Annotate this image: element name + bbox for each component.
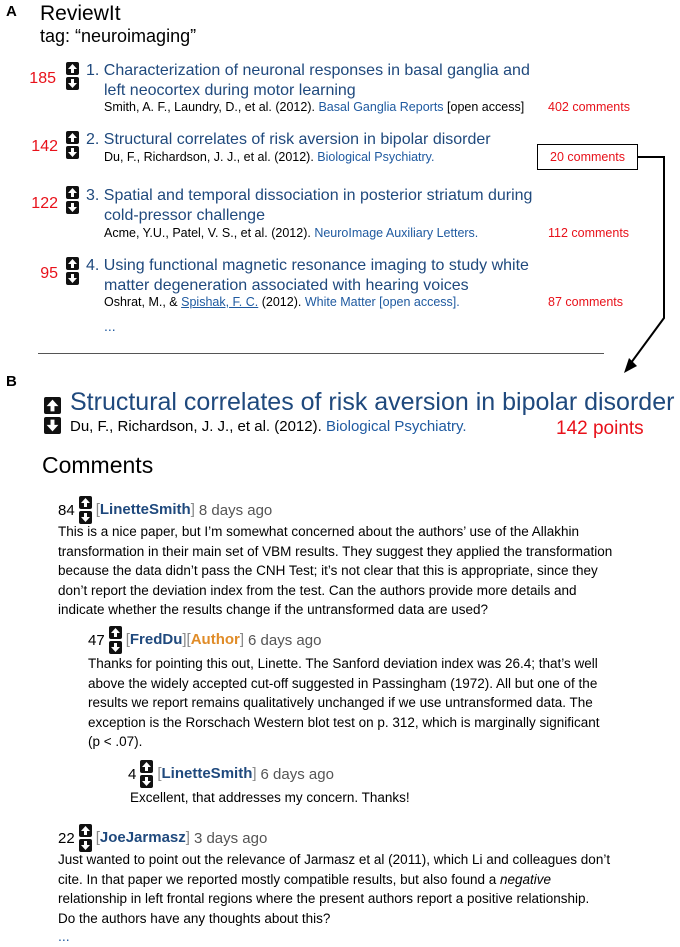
comment-line: Just wanted to point out the relevance of Jarmasz et al (2011), which Li and colleagues don’t [58, 852, 611, 867]
citation-authors: Smith, A. F., Laundry, D., et al. (2012). [104, 100, 315, 114]
comments-link[interactable]: 402 comments [548, 100, 630, 114]
comments-heading: Comments [42, 452, 154, 478]
comment-score: 4 [128, 765, 137, 783]
item-title-link[interactable] [86, 130, 491, 150]
comment-line: exception is the Rorschach Western blot test on p. 312, which is marginally significant [88, 714, 600, 730]
vote-controls [109, 626, 122, 654]
upvote-icon[interactable] [66, 257, 79, 270]
item-citation [104, 226, 478, 240]
vote-controls [66, 186, 79, 214]
comment-body [58, 850, 610, 928]
comment-line: results we report remains qualitatively unchanged if we use untransformed data. The [88, 695, 593, 710]
comment-line: don’t report the deviation index from the test. Can the authors provide more details and [58, 582, 577, 598]
comment-line: above the widely accepted cut-off suggested in Passingham (1972). All but one of the [88, 675, 598, 691]
downvote-icon[interactable] [109, 641, 122, 654]
comment-line: Excellent, that addresses my concern. Thanks! [130, 790, 410, 805]
upvote-icon[interactable] [140, 760, 153, 773]
item-title-line: cold-pressor challenge [104, 207, 265, 224]
downvote-icon[interactable] [66, 272, 79, 285]
citation-suffix: [open access] [447, 100, 525, 114]
item-score: 185 [29, 70, 56, 87]
item-citation [104, 150, 434, 164]
citation-authors: Du, F., Richardson, J. J., et al. (2012). [70, 418, 322, 435]
citation-authors: Oshrat, M., & [104, 295, 178, 309]
comment-line: relationship in left frontal regions where the present authors report a positive relationship. [58, 891, 590, 906]
item-score: 95 [40, 265, 58, 282]
item-title-line: 1. Characterization of neuronal responses in basal ganglia and [86, 62, 530, 79]
vote-controls [66, 131, 79, 159]
more-items-ellipsis[interactable]: ... [104, 318, 116, 334]
upvote-icon[interactable] [79, 496, 92, 509]
upvote-icon[interactable] [66, 186, 79, 199]
citation-year: (2012). [261, 295, 302, 309]
downvote-icon[interactable] [66, 201, 79, 214]
comments-link-selected[interactable]: 20 comments [537, 144, 638, 170]
comment-body [88, 654, 600, 752]
citation-authors: Acme, Y.U., Patel, V. S., et al. (2012). [104, 226, 311, 240]
comment-timestamp: 6 days ago [248, 631, 322, 649]
vote-controls [79, 496, 92, 524]
item-citation [104, 295, 460, 309]
paper-points: 142 points [556, 418, 644, 439]
paper-title: Structural correlates of risk aversion in bipolar disorder [70, 388, 675, 416]
item-title-line: matter degeneration associated with hearing voices [104, 277, 469, 294]
comment-score: 84 [58, 501, 75, 519]
citation-journal[interactable]: NeuroImage Auxiliary Letters. [314, 226, 479, 240]
item-title-line: left neocortex during motor learning [104, 82, 356, 99]
vote-controls [66, 257, 79, 285]
comment-line: transformation in their main set of VBM results. They suggest they applied the transformation [58, 543, 613, 559]
downvote-icon[interactable] [66, 146, 79, 159]
panel-a-letter: A [6, 3, 17, 20]
item-citation [104, 100, 524, 114]
comment-line: (p < .07). [88, 734, 143, 749]
author-badge: Author [190, 631, 240, 648]
item-score: 142 [31, 138, 58, 155]
upvote-icon[interactable] [66, 62, 79, 75]
downvote-icon[interactable] [140, 775, 153, 788]
tag-label: tag: “neuroimaging” [40, 26, 197, 46]
comment-text: cite. In that paper we reported mostly compatible results, but also found a [58, 871, 497, 887]
comment-line [58, 870, 610, 890]
vote-controls [44, 397, 61, 434]
upvote-icon[interactable] [109, 626, 122, 639]
comment-timestamp: 8 days ago [198, 501, 273, 519]
citation-journal[interactable]: Biological Psychiatry. [317, 150, 435, 164]
item-title-line: 3. Spatial and temporal dissociation in posterior striatum during [86, 187, 533, 204]
comment-score: 47 [88, 631, 105, 649]
comment-timestamp: 3 days ago [193, 829, 268, 847]
comment-username[interactable]: LinetteSmith [161, 765, 253, 782]
comment-header: 84 [LinetteSmith] 8 days ago [58, 496, 272, 524]
citation-journal[interactable]: White Matter [open access]. [304, 295, 460, 309]
item-score: 122 [31, 195, 58, 212]
comment-line: This is a nice paper, but I’m somewhat concerned about the authors’ use of the Allakhin [58, 524, 580, 539]
upvote-icon[interactable] [44, 397, 61, 414]
more-comments-ellipsis[interactable]: ... [58, 928, 70, 944]
panel-divider [38, 353, 604, 354]
vote-controls [140, 760, 153, 788]
comment-username[interactable]: LinetteSmith [99, 501, 191, 518]
citation-authors: Du, F., Richardson, J. J., et al. (2012). [104, 150, 314, 164]
comment-body [58, 522, 612, 620]
item-title-link[interactable] [86, 256, 529, 296]
upvote-icon[interactable] [66, 131, 79, 144]
item-title-line: 4. Using functional magnetic resonance imaging to study white [86, 257, 529, 274]
comment-line: Do the authors have any thoughts about this? [58, 910, 331, 926]
comment-body [130, 788, 410, 808]
citation-journal[interactable]: Biological Psychiatry. [325, 418, 467, 435]
comments-link[interactable]: 87 comments [548, 295, 624, 309]
comment-username[interactable]: JoeJarmasz [99, 829, 186, 846]
paper-citation [70, 418, 467, 435]
author-link[interactable]: Spishak, F. C. [181, 295, 259, 309]
vote-controls [66, 62, 79, 90]
comment-line: indicate whether the results change if the untransformed data are used? [58, 602, 489, 617]
downvote-icon[interactable] [66, 77, 79, 90]
comment-line: Thanks for pointing this out, Linette. The Sanford deviation index was 26.4; that’s well [88, 656, 598, 671]
panel-b-letter: B [6, 373, 17, 390]
citation-journal[interactable]: Basal Ganglia Reports [318, 100, 444, 114]
item-title-line: 2. Structural correlates of risk aversion in bipolar disorder [86, 131, 491, 148]
comment-header: 22 [JoeJarmasz] 3 days ago [58, 824, 267, 852]
comment-username[interactable]: FredDu [129, 631, 183, 648]
comment-header: 4 [LinetteSmith] 6 days ago [128, 760, 334, 788]
comment-line: because the data didn’t pass the CNH Test; it’s not clear that this is appropriate, since they [58, 563, 598, 578]
comment-emphasis: negative [500, 871, 552, 887]
app-title: ReviewIt [40, 2, 121, 25]
comments-link[interactable]: 112 comments [548, 226, 630, 240]
upvote-icon[interactable] [79, 824, 92, 837]
vote-controls [79, 824, 92, 852]
comment-score: 22 [58, 829, 75, 847]
item-title-link[interactable] [86, 186, 532, 226]
downvote-icon[interactable] [44, 417, 61, 434]
comment-header: 47 [FredDu][Author] 6 days ago [88, 626, 321, 654]
connector-arrow-icon [620, 150, 680, 380]
item-title-link[interactable] [86, 61, 530, 101]
comment-timestamp: 6 days ago [260, 765, 334, 783]
